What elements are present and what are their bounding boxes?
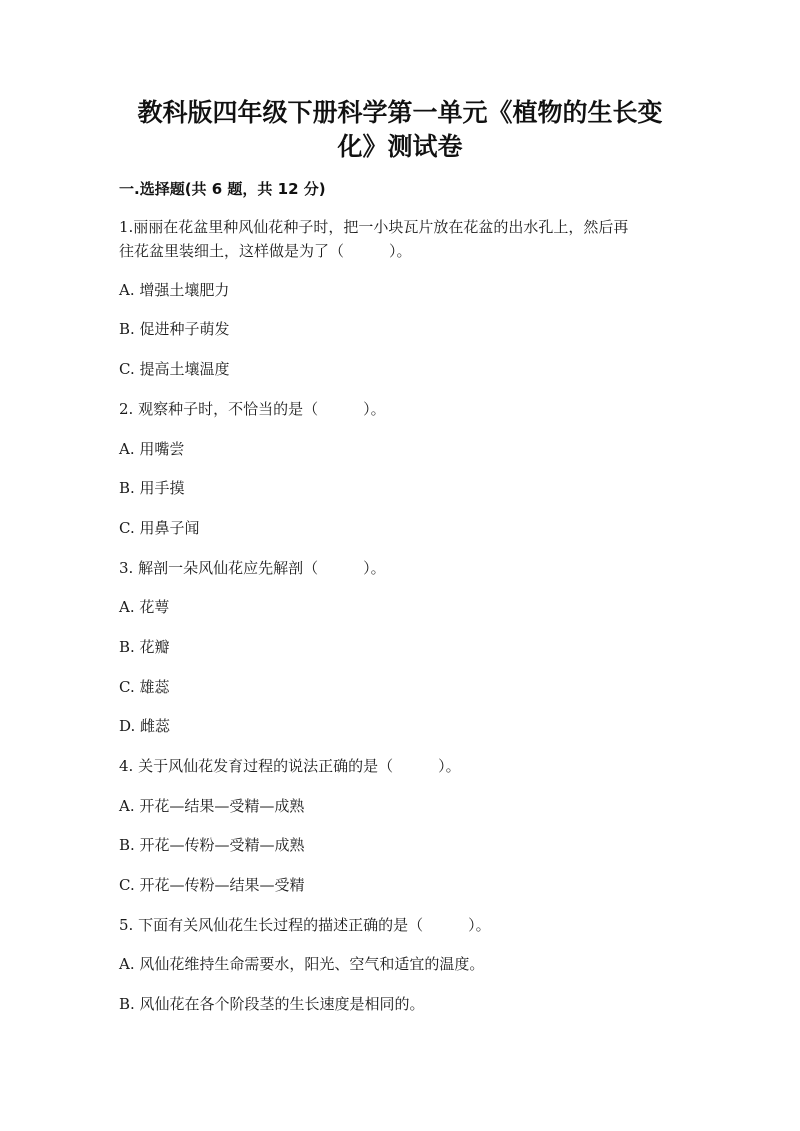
page-title-line-1: 教科版四年级下册科学第一单元《植物的生长变 (137, 98, 663, 127)
question-4-stem: 4. 关于风仙花发育过程的说法正确的是（ ）。 (119, 757, 461, 775)
question-2-option-c: C. 用鼻子闻 (119, 519, 200, 537)
question-3-option-c: C. 雄蕊 (119, 678, 170, 696)
question-5-stem: 5. 下面有关风仙花生长过程的描述正确的是（ ）。 (119, 916, 491, 934)
question-5-option-b: B. 风仙花在各个阶段茎的生长速度是相同的。 (119, 995, 425, 1013)
question-3-option-d: D. 雌蕊 (119, 717, 171, 735)
question-4-option-c: C. 开花—传粉—结果—受精 (119, 876, 305, 894)
question-2-option-b: B. 用手摸 (119, 479, 185, 497)
question-1-stem-line-1: 1.丽丽在花盆里种风仙花种子时，把一小块瓦片放在花盆的出水孔上，然后再 (119, 218, 629, 236)
question-5-option-a: A. 风仙花维持生命需要水，阳光、空气和适宜的温度。 (119, 955, 485, 973)
question-1-option-b: B. 促进种子萌发 (119, 320, 230, 338)
question-4-option-a: A. 开花—结果—受精—成熟 (119, 797, 305, 815)
question-2-stem: 2. 观察种子时，不恰当的是（ ）。 (119, 400, 386, 418)
question-2-option-a: A. 用嘴尝 (119, 440, 185, 458)
question-1-stem-line-2: 往花盆里装细土，这样做是为了（ ）。 (119, 242, 412, 260)
question-4-option-b: B. 开花—传粉—受精—成熟 (119, 836, 305, 854)
question-1-option-c: C. 提高土壤温度 (119, 360, 230, 378)
question-1-option-a: A. 增强土壤肥力 (119, 281, 230, 299)
question-3-option-b: B. 花瓣 (119, 638, 170, 656)
question-3-stem: 3. 解剖一朵风仙花应先解剖（ ）。 (119, 559, 386, 577)
section-heading: 一.选择题(共 6 题，共 12 分) (119, 180, 326, 198)
page-title-line-2: 化》测试卷 (337, 132, 463, 161)
question-3-option-a: A. 花萼 (119, 598, 170, 616)
